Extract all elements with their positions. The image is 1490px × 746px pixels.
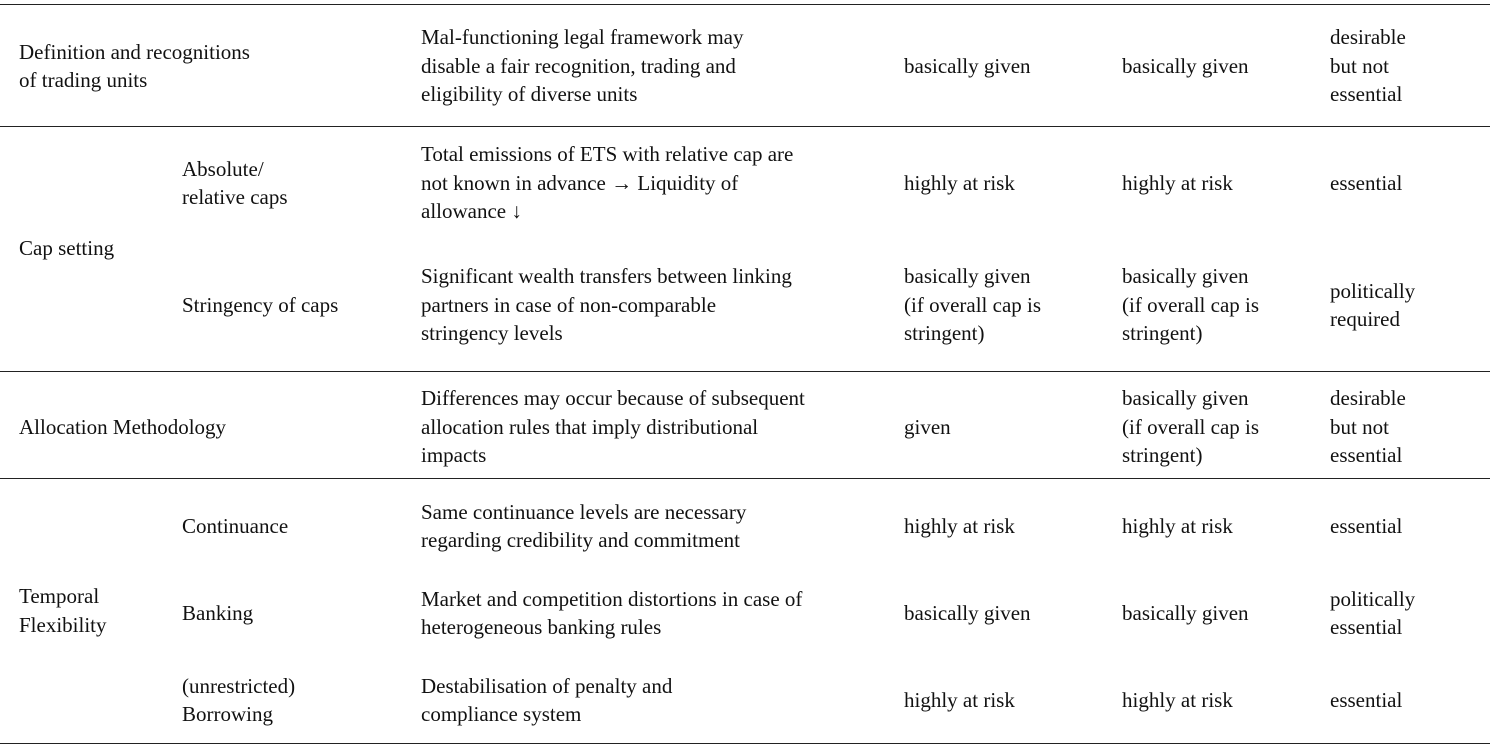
subrow-stringency-col-a: basically given (if overall cap is stringent) xyxy=(904,264,1042,346)
row-temporal-label: Temporal Flexibility xyxy=(19,584,107,637)
subrow-continuance-description: Same continuance levels are necessary regarding credibility and commitment xyxy=(421,499,747,552)
subrow-continuance-col-b: highly at risk xyxy=(1122,513,1233,538)
subrow-continuance-col-a: highly at risk xyxy=(904,513,1015,538)
row-divider xyxy=(0,371,1490,372)
subrow-caps-col-b: highly at risk xyxy=(1122,170,1233,195)
row-allocation-col-b: basically given (if overall cap is stringent) xyxy=(1122,386,1260,468)
subrow-stringency-description: Significant wealth transfers between linking partners in case of non-comparable stringency levels xyxy=(421,264,792,346)
subrow-borrowing-col-b: highly at risk xyxy=(1122,687,1233,712)
subrow-stringency-col-c: politically required xyxy=(1330,278,1416,331)
subrow-banking-description: Market and competition distortions in case of heterogeneous banking rules xyxy=(421,586,803,639)
subrow-caps-label: Absolute/ relative caps xyxy=(182,156,288,209)
subrow-stringency-label: Stringency of caps xyxy=(182,292,339,317)
row-allocation-col-c: desirable but not essential xyxy=(1330,386,1406,468)
subrow-caps-col-a: highly at risk xyxy=(904,170,1015,195)
row-definition-col-b: basically given xyxy=(1122,53,1249,78)
subrow-borrowing-description: Destabilisation of penalty and compliance system xyxy=(421,673,673,726)
bottom-rule xyxy=(0,743,1490,744)
row-definition-label: Definition and recognitions of trading units xyxy=(19,39,250,92)
row-definition-col-c: desirable but not essential xyxy=(1330,25,1406,107)
row-definition-description: Mal-functioning legal framework may disable a fair recognition, trading and eligibility of diverse units xyxy=(421,25,744,107)
row-cap-setting-label: Cap setting xyxy=(19,236,115,261)
subrow-borrowing-col-c: essential xyxy=(1330,687,1403,712)
row-divider xyxy=(0,478,1490,479)
subrow-caps-description: Total emissions of ETS with relative cap are not known in advance → Liquidity of allowance ↓ xyxy=(421,142,794,224)
subrow-banking-label: Banking xyxy=(182,600,254,625)
subrow-banking-col-a: basically given xyxy=(904,600,1031,625)
top-rule xyxy=(0,4,1490,5)
subrow-stringency-col-b: basically given (if overall cap is stringent) xyxy=(1122,264,1260,346)
subrow-banking-col-b: basically given xyxy=(1122,600,1249,625)
subrow-borrowing-col-a: highly at risk xyxy=(904,687,1015,712)
row-allocation-col-a: given xyxy=(904,414,951,439)
subrow-continuance-label: Continuance xyxy=(182,513,289,538)
subrow-continuance-col-c: essential xyxy=(1330,513,1403,538)
row-allocation-description: Differences may occur because of subsequent allocation rules that imply distributional impacts xyxy=(421,386,805,468)
subrow-caps-col-c: essential xyxy=(1330,170,1403,195)
row-allocation-label: Allocation Methodology xyxy=(19,414,227,439)
row-definition-col-a: basically given xyxy=(904,53,1031,78)
row-divider xyxy=(0,126,1490,127)
subrow-borrowing-label: (unrestricted) Borrowing xyxy=(182,673,296,726)
subrow-banking-col-c: politically essential xyxy=(1330,586,1416,639)
